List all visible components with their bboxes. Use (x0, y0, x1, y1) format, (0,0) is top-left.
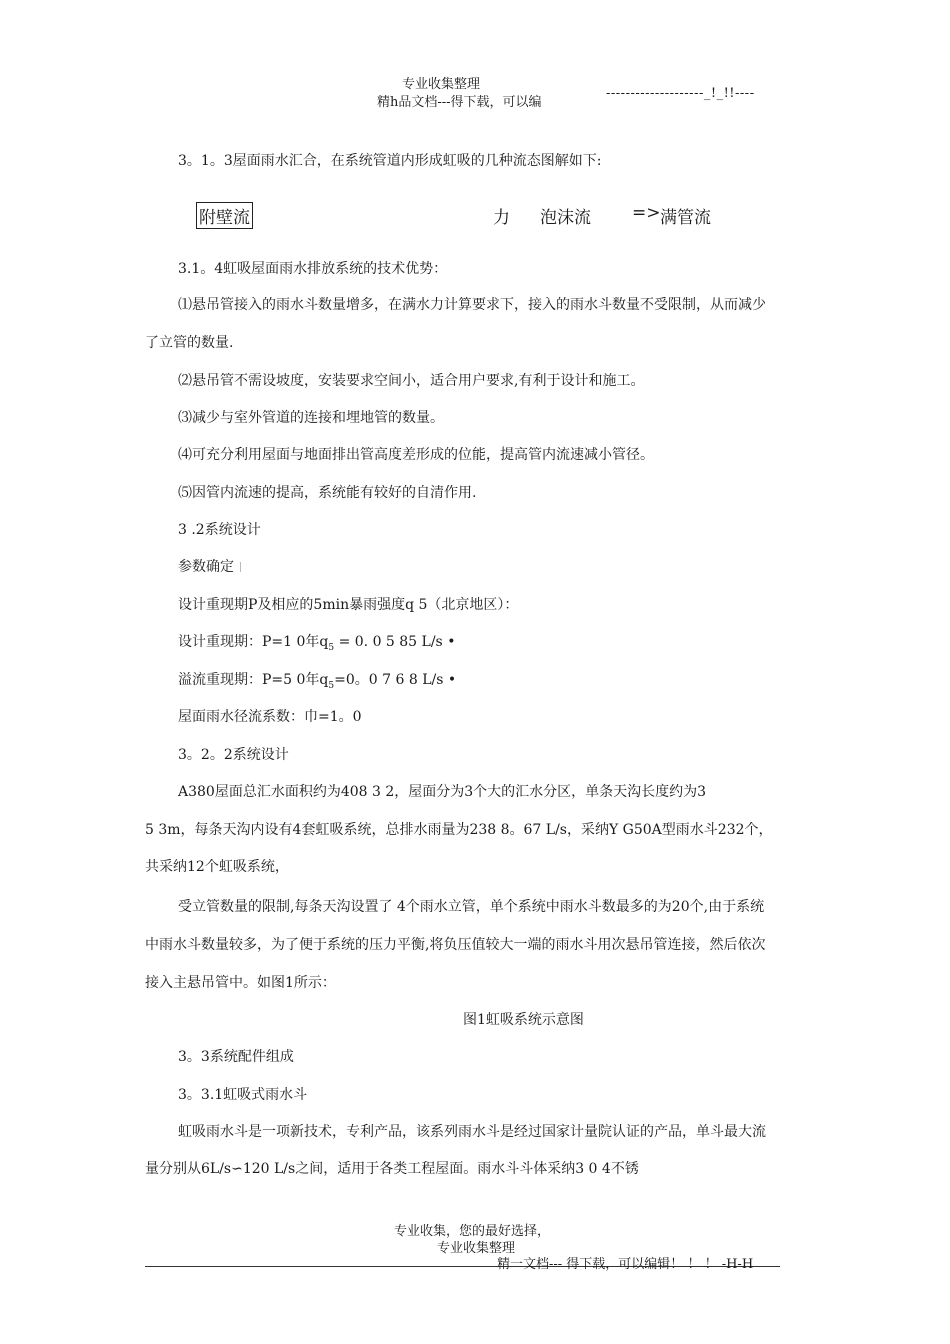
overflow-period-a: 溢流重现期：P=5 0年q (178, 672, 329, 688)
advantage-2: ⑵悬吊管不需设坡度，安装要求空间小，适合用户要求,有利于设计和施工。 (178, 373, 645, 389)
overflow-period (178, 669, 456, 691)
overflow-period-sub: 5 (328, 680, 335, 691)
hopper-line-1: 虹吸雨水斗是一项新技术，专利产品，该系列雨水斗是经过国家计量院认证的产品，单斗最大流 (178, 1124, 766, 1140)
design-period-b: = 0. 0 5 85 L/s • (334, 634, 456, 650)
advantage-5: ⑸因管内流速的提高，系统能有较好的自清作用. (178, 485, 477, 501)
footer-line-3: 精一文档--- 得下载，可以编辑！ ！ ！ -H-H (497, 1257, 754, 1272)
footer-line-1: 专业收集，您的最好选择， (394, 1224, 551, 1239)
a380-line-2: 5 3m，每条天沟内设有4套虹吸系统，总排水雨量为238 8。67 L/s，采纳Y G50A型雨水斗232个， (145, 822, 773, 838)
advantage-4: ⑷可充分利用屋面与地面排出管高度差形成的位能，提高管内流速减小管径。 (178, 447, 654, 463)
limit-line-1: 受立管数量的限制,每条天沟设置了 4个雨水立管，单个系统中雨水斗数最多的为20个,由于系统 (178, 899, 765, 915)
params-label: 参数确定 (178, 559, 234, 575)
header-subtitle: 精h品文档---得下载，可以编 (377, 95, 542, 110)
design-period-sub: 5 (328, 642, 335, 653)
flow-arrow-1: 力 (493, 208, 510, 228)
design-period-a: 设计重现期：P=1 0年q (178, 634, 329, 650)
flow-arrow-2: => (632, 203, 661, 223)
runoff-coefficient: 屋面雨水径流系数：巾=1。0 (178, 709, 362, 725)
advantage-3: ⑶减少与室外管道的连接和埋地管的数量。 (178, 410, 444, 426)
footer-line-2: 专业收集整理 (437, 1241, 516, 1256)
design-period (178, 631, 455, 653)
flow-stage-full-pipe: 满管流 (660, 208, 711, 228)
advantage-1-line-1: ⑴悬吊管接入的雨水斗数量增多，在满水力计算要求下，接入的雨水斗数量不受限制，从而减少 (178, 297, 766, 313)
section-3-1-4-heading: 3.1。4虹吸屋面雨水排放系统的技术优势： (178, 261, 448, 277)
section-3-2-2-heading: 3。2。2系统设计 (178, 747, 289, 763)
flow-stage-foam: 泡沫流 (540, 208, 591, 228)
header-dash-marks: --------------------_!_!!---- (606, 86, 755, 101)
design-intro: 设计重现期P及相应的5min暴雨强度q 5（北京地区）： (178, 597, 519, 613)
limit-line-3: 接入主悬吊管中。如图1所示： (145, 975, 336, 991)
section-3-1-3-text: 3。1。3屋面雨水汇合，在系统管道内形成虹吸的几种流态图解如下: (178, 153, 602, 169)
section-3-3-heading: 3。3系统配件组成 (178, 1049, 294, 1065)
advantage-1-line-2: 了立管的数量. (145, 335, 234, 351)
flow-stage-adherent: 附壁流 (196, 202, 253, 229)
limit-line-2: 中雨水斗数量较多，为了便于系统的压力平衡,将负压值较大一端的雨水斗用次悬吊管连接，然后依次 (145, 937, 766, 953)
params-heading (178, 556, 241, 576)
section-3-2-heading: 3 .2系统设计 (178, 522, 261, 538)
section-3-3-1-heading: 3。3.1虹吸式雨水斗 (178, 1087, 308, 1103)
text-cursor-mark (240, 562, 241, 572)
header-title: 专业收集整理 (402, 77, 481, 92)
overflow-period-b: =0。0 7 6 8 L/s • (334, 672, 457, 688)
figure-caption: 图1虹吸系统示意图 (463, 1012, 584, 1028)
hopper-line-2: 量分别从6L/s∽120 L/s之间，适用于各类工程屋面。雨水斗斗体采纳3 0 4不锈 (145, 1161, 639, 1177)
a380-line-3: 共采纳12个虹吸系统， (145, 859, 289, 875)
a380-line-1: A380屋面总汇水面积约为408 3 2，屋面分为3个大的汇水分区，单条天沟长度约为3 (178, 784, 707, 800)
